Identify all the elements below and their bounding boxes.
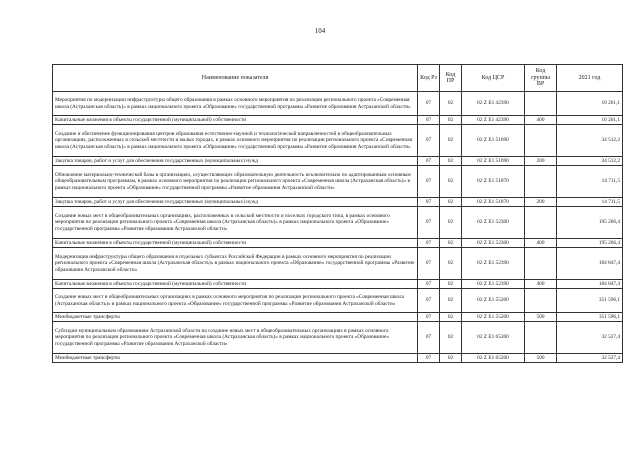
cell-amount: 34 512,2 [557,157,623,166]
cell-pr: 02 [440,198,462,207]
cell-pr: 02 [440,248,462,280]
header-name: Наименование показателя [53,65,418,92]
cell-pr: 02 [440,207,462,239]
table-row [53,289,623,313]
cell-pr: 02 [440,92,462,116]
header-pr: Код ПР [440,65,462,92]
cell-pr: 02 [440,354,462,363]
cell-vr: 400 [525,116,557,125]
budget-table [52,64,623,363]
cell-csr: 02 Z E1 51870 [462,166,525,198]
cell-rz: 07 [418,116,440,125]
cell-amount: 14 711,5 [557,198,623,207]
cell-rz: 07 [418,157,440,166]
cell-csr: 02 Z E1 65200 [462,322,525,354]
header-year: 2021 год [557,65,623,92]
cell-rz: 07 [418,248,440,280]
cell-amount: 184 847,4 [557,248,623,280]
cell-amount: 351 596,1 [557,313,623,322]
cell-amount: 14 711,5 [557,166,623,198]
cell-name: Капитальные вложения в объекты государственной (муниципальной) собственности [53,116,418,125]
cell-csr: 02 Z E1 52390 [462,280,525,289]
cell-pr: 02 [440,280,462,289]
cell-vr [525,125,557,157]
table-row [53,116,623,125]
cell-rz: 07 [418,198,440,207]
cell-pr: 02 [440,289,462,313]
cell-vr: 200 [525,198,557,207]
cell-vr [525,289,557,313]
cell-vr [525,248,557,280]
table-row [53,280,623,289]
table-row [53,207,623,239]
cell-vr: 400 [525,239,557,248]
cell-pr: 02 [440,116,462,125]
cell-name: Создание новых мест в общеобразовательных организациях, расположенных в сельской местности и поселках городского типа, в рамках основного мероприятия по реализации регионального проекта «Современная школа (Астраханская область)» в рамках национального проекта «Образование» государственной программы «Развитие образования Астраханской области» [53,207,418,239]
table-row [53,125,623,157]
cell-amount: 195 266,4 [557,207,623,239]
cell-name: Закупка товаров, работ и услуг для обеспечения государственных (муниципальных) нужд [53,198,418,207]
cell-rz: 07 [418,92,440,116]
cell-vr: 400 [525,280,557,289]
cell-amount: 10 261,1 [557,92,623,116]
table-row [53,157,623,166]
cell-amount: 184 847,4 [557,280,623,289]
cell-amount: 34 512,2 [557,125,623,157]
table-row [53,354,623,363]
cell-csr: 02 Z E1 55200 [462,313,525,322]
page-number: 104 [314,27,326,35]
cell-name: Субсидии муниципальным образованиям Астраханской области на создание новых мест в общеобразовательных организациях в рамках основного мероприятия по реализации регионального проекта «Современная школа (Астраханская область)» в рамках национального проекта «Образование» государственной программы «Развитие образования Астраханской области» [53,322,418,354]
header-vr: Код группы ВР [525,65,557,92]
cell-csr: 02 Z E1 65200 [462,354,525,363]
cell-rz: 07 [418,289,440,313]
table-row [53,322,623,354]
cell-amount: 32 527,4 [557,354,623,363]
cell-name: Модернизация инфраструктуры общего образования в отдельных субъектах Российской Федерации в рамках основного мероприятия по реализации регионального проекта «Современная школа (Астраханская область)» в рамках национального проекта «Образование» государственной программы «Развитие образования Астраханской области» [53,248,418,280]
cell-csr: 02 Z E1 52390 [462,248,525,280]
cell-pr: 02 [440,125,462,157]
cell-name: Межбюджетные трансферты [53,354,418,363]
cell-name: Создание новых мест в общеобразовательных организациях в рамках основного мероприятия по реализации регионального проекта «Современная школа (Астраханская область)» в рамках национального проекта «Образование» государственной программы «Развитие образования Астраханской области» [53,289,418,313]
cell-vr: 500 [525,354,557,363]
cell-rz: 07 [418,280,440,289]
cell-amount: 32 527,4 [557,322,623,354]
cell-amount: 351 596,1 [557,289,623,313]
cell-csr: 02 Z E1 52300 [462,207,525,239]
cell-amount: 195 266,4 [557,239,623,248]
cell-name: Закупка товаров, работ и услуг для обеспечения государственных (муниципальных) нужд [53,157,418,166]
cell-pr: 02 [440,322,462,354]
cell-rz: 07 [418,166,440,198]
header-csr: Код ЦСР [462,65,525,92]
table-header-row [53,65,623,92]
cell-amount: 10 261,1 [557,116,623,125]
cell-rz: 07 [418,313,440,322]
cell-csr: 02 Z E1 52300 [462,239,525,248]
table-row [53,239,623,248]
cell-name: Создание и обеспечение функционирования центров образования естественно-научной и технологической направленностей в общеобразовательных организациях, расположенных в сельской местности и малых городах, в рамках основного мероприятия по реализации регионального проекта «Современная школа (Астраханская область)» в рамках национального проекта «Образование» государственной программы «Развитие образования Астраханской области» [53,125,418,157]
cell-vr [525,166,557,198]
table-row [53,248,623,280]
cell-vr: 500 [525,313,557,322]
cell-vr: 200 [525,157,557,166]
cell-pr: 02 [440,239,462,248]
cell-name: Мероприятия по модернизации инфраструктуры общего образования в рамках основного мероприятия по реализации регионального проекта «Современная школа (Астраханская область)» в рамках национального проекта «Образование» государственной программы «Развитие образования Астраханской области» [53,92,418,116]
cell-pr: 02 [440,157,462,166]
cell-csr: 02 Z E1 51690 [462,157,525,166]
cell-name: Межбюджетные трансферты [53,313,418,322]
cell-vr [525,207,557,239]
table-row [53,166,623,198]
cell-pr: 02 [440,313,462,322]
table-row [53,92,623,116]
cell-rz: 07 [418,125,440,157]
table-row [53,313,623,322]
table-row [53,198,623,207]
cell-name: Обновление материально-технической базы в организациях, осуществляющих образовательную деятельность исключительно по адаптированным основным общеобразовательным программам, в рамках основного мероприятия по реализации регионального проекта «Современная школа (Астраханская область)» в рамках национального проекта «Образование» государственной программы «Развитие образования Астраханской области» [53,166,418,198]
cell-csr: 02 Z E1 55200 [462,289,525,313]
cell-rz: 07 [418,207,440,239]
cell-csr: 02 Z E1 51870 [462,198,525,207]
cell-vr [525,92,557,116]
header-rz: Код Рз [418,65,440,92]
cell-csr: 02 Z E1 42390 [462,116,525,125]
cell-rz: 07 [418,322,440,354]
cell-rz: 07 [418,354,440,363]
cell-pr: 02 [440,166,462,198]
cell-csr: 02 Z E1 51690 [462,125,525,157]
cell-name: Капитальные вложения в объекты государственной (муниципальной) собственности [53,239,418,248]
cell-name: Капитальные вложения в объекты государственной (муниципальной) собственности [53,280,418,289]
cell-vr [525,322,557,354]
cell-rz: 07 [418,239,440,248]
cell-csr: 02 Z E1 42390 [462,92,525,116]
